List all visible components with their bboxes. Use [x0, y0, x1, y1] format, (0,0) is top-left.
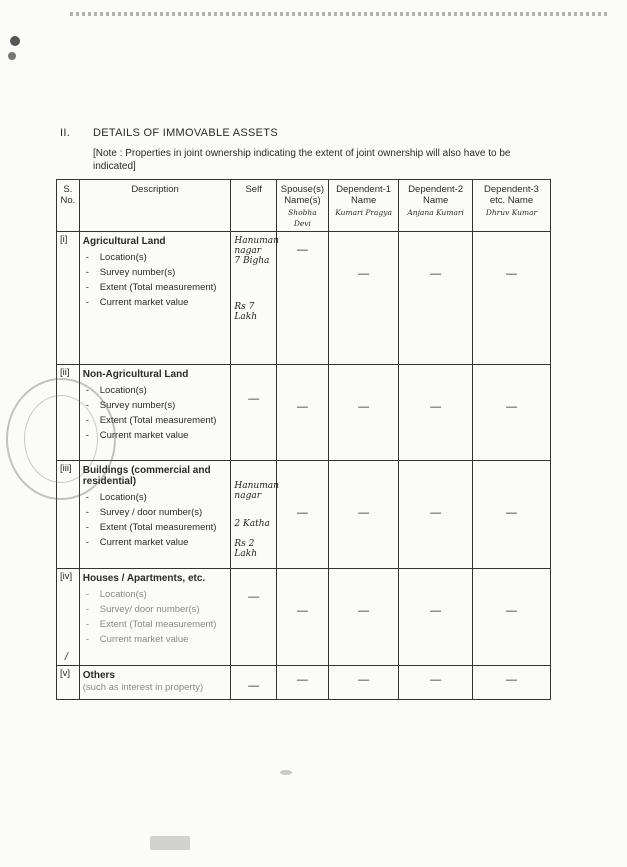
dash-mark: —	[358, 674, 370, 686]
row-sno: [i]	[57, 232, 80, 365]
self-cell	[231, 461, 277, 569]
dash-mark: —	[505, 674, 517, 686]
handwritten-entry: Rs 7 Lakh	[234, 302, 257, 322]
scan-blot	[150, 836, 190, 850]
spouse-cell	[276, 569, 328, 666]
dep2-cell	[399, 461, 473, 569]
header-description: Description	[79, 180, 231, 232]
dep2-cell	[399, 666, 473, 700]
dash-mark: —	[430, 268, 442, 280]
dep1-cell	[328, 569, 398, 666]
dash-mark: —	[358, 401, 370, 413]
dash-mark: —	[430, 401, 442, 413]
handwritten-entry: 7 Bigha	[234, 256, 270, 266]
table-header-row	[57, 180, 551, 232]
dash-mark: —	[296, 507, 308, 519]
dash-mark: —	[358, 605, 370, 617]
header-sno: S. No.	[57, 180, 80, 232]
dash-mark: —	[296, 605, 308, 617]
dash-mark: —	[296, 674, 308, 686]
row-category: Buildings (commercial and residential)	[82, 465, 211, 487]
header-spouse: Spouse(s) Name(s) Shobha Devi	[276, 180, 328, 232]
list-item: - Survey / door number(s)	[83, 507, 228, 518]
header-self: Self	[231, 180, 277, 232]
row-description	[79, 232, 231, 365]
dep1-cell	[328, 666, 398, 700]
scan-blot	[8, 52, 16, 60]
table-row	[57, 666, 551, 700]
dep3-cell	[472, 365, 550, 461]
list-item: - Current market value	[83, 537, 228, 548]
dash-mark: —	[430, 674, 442, 686]
list-item: - Current market value	[83, 634, 228, 645]
list-item: - Location(s)	[83, 492, 228, 503]
list-item: - Current market value	[83, 297, 228, 308]
row-description	[79, 666, 231, 700]
dep3-cell	[472, 232, 550, 365]
row-description	[79, 569, 231, 666]
scan-blot	[10, 36, 20, 46]
handwritten-dep3-name: Dhruv Kumar	[485, 208, 538, 217]
dep3-cell	[472, 461, 550, 569]
immovable-assets-table	[56, 179, 551, 700]
dep1-cell	[328, 461, 398, 569]
spouse-cell	[276, 365, 328, 461]
dep1-cell	[328, 232, 398, 365]
handwritten-dep2-name: Anjana Kumari	[407, 208, 464, 217]
self-cell	[231, 232, 277, 365]
dash-mark: —	[358, 268, 370, 280]
list-item: - Extent (Total measurement)	[83, 282, 228, 293]
dep1-cell	[328, 365, 398, 461]
row-category: Non-Agricultural Land	[82, 369, 189, 380]
dash-mark: —	[358, 507, 370, 519]
row-sno: [ii]	[57, 365, 80, 461]
row-category: Agricultural Land	[82, 236, 166, 247]
dep3-cell	[472, 569, 550, 666]
row-subtext: (such as interest in property)	[82, 682, 204, 693]
dash-mark: —	[296, 244, 308, 256]
row-sno: [v]	[57, 666, 80, 700]
dash-mark: —	[505, 605, 517, 617]
dash-mark: —	[505, 268, 517, 280]
list-item: - Extent (Total measurement)	[83, 522, 228, 533]
list-item: - Survey number(s)	[83, 400, 228, 411]
header-dependent-1: Dependent-1 Name Kumari Pragya	[328, 180, 398, 232]
header-dependent-2: Dependent-2 Name Anjana Kumari	[399, 180, 473, 232]
spouse-cell	[276, 232, 328, 365]
self-cell	[231, 569, 277, 666]
table-row	[57, 365, 551, 461]
row-sno: [iii]	[57, 461, 80, 569]
table-row	[57, 461, 551, 569]
dash-mark: —	[248, 680, 260, 692]
dash-mark: —	[505, 401, 517, 413]
section-title: DETAILS OF IMMOVABLE ASSETS	[93, 127, 278, 139]
table-row	[57, 232, 551, 365]
self-cell	[231, 365, 277, 461]
section-number: II.	[60, 127, 71, 139]
dep2-cell	[399, 365, 473, 461]
list-item: - Current market value	[83, 430, 228, 441]
spouse-cell	[276, 666, 328, 700]
dash-mark: —	[296, 401, 308, 413]
handwritten-entry: 2 Katha	[234, 519, 270, 529]
list-item: - Extent (Total measurement)	[83, 415, 228, 426]
scan-blot	[280, 770, 292, 775]
handwritten-entry: Rs 2 Lakh	[234, 539, 257, 559]
list-item: - Location(s)	[83, 252, 228, 263]
list-item: - Survey number(s)	[83, 267, 228, 278]
self-cell	[231, 666, 277, 700]
dash-mark: —	[430, 507, 442, 519]
dep3-cell	[472, 666, 550, 700]
official-seal-stamp	[6, 378, 116, 500]
dash-mark: —	[430, 605, 442, 617]
table-row	[57, 569, 551, 666]
dep2-cell	[399, 569, 473, 666]
spouse-cell	[276, 461, 328, 569]
row-category: Houses / Apartments, etc.	[82, 573, 206, 584]
dash-mark: —	[248, 393, 260, 405]
section-note: [Note : Properties in joint ownership indicating the extent of joint ownership will also have to be indicated]	[93, 148, 511, 172]
handwritten-spouse-name: Shobha Devi	[288, 208, 317, 228]
dash-mark: —	[505, 507, 517, 519]
scan-noise-top	[70, 12, 610, 16]
list-item: - Location(s)	[83, 589, 228, 600]
official-seal-inner-ring	[24, 395, 98, 483]
header-dependent-3: Dependent-3 etc. Name Dhruv Kumar	[472, 180, 550, 232]
dash-mark: —	[248, 591, 260, 603]
handwritten-entry: Hanuman nagar	[234, 236, 279, 256]
dep2-cell	[399, 232, 473, 365]
handwritten-dep1-name: Kumari Pragya	[335, 208, 393, 217]
list-item: - Extent (Total measurement)	[83, 619, 228, 630]
row-sno: [iv]	[57, 569, 80, 666]
handwritten-entry: Hanuman nagar	[234, 481, 279, 501]
list-item: - Survey/ door number(s)	[83, 604, 228, 615]
list-item: - Location(s)	[83, 385, 228, 396]
row-category: Others	[82, 670, 115, 681]
